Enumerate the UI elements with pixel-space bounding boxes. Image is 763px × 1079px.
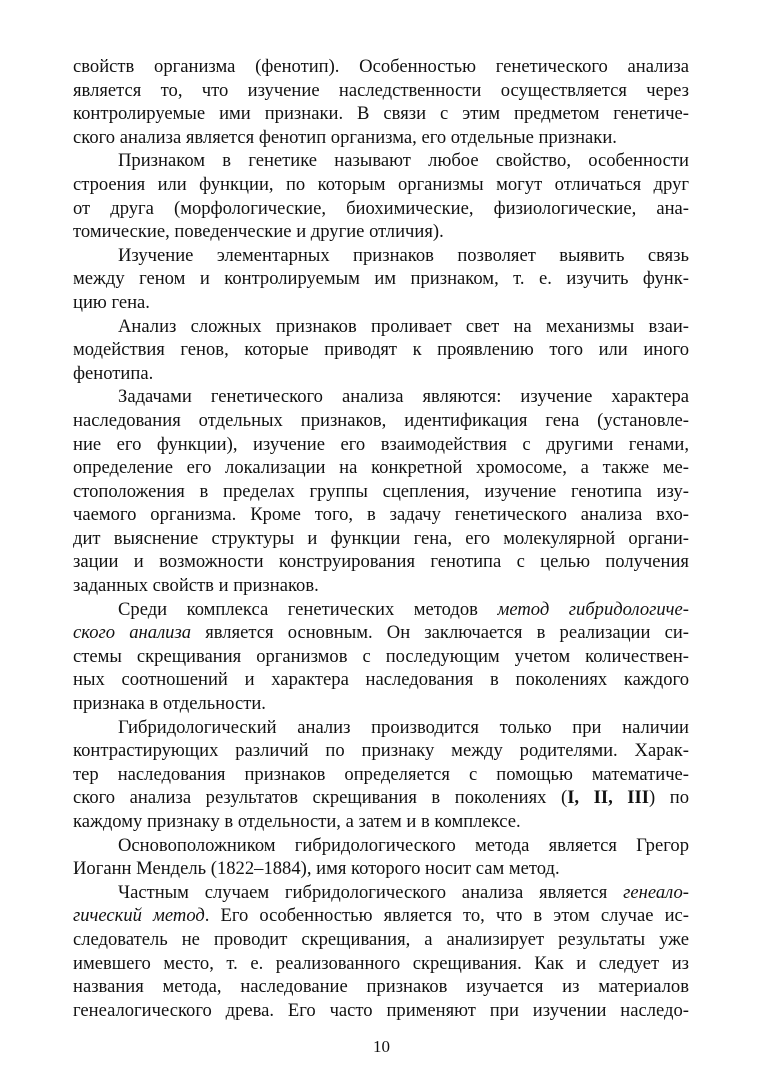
text-line: модействия генов, которые приводят к проявлению того или иного [73, 339, 689, 361]
text-line [73, 904, 689, 928]
text-line: Признаком в генетике называют любое свойство, особенности [118, 150, 689, 172]
text-line: томические, поведенческие и другие отличия). [73, 221, 444, 243]
text-run: генеалогического древа. Его часто применяют при изучении наследо- [73, 999, 689, 1021]
text-line [73, 598, 689, 622]
text-run: . Его особенностью является то, что в этом случае ис- [204, 905, 689, 927]
text-run: стемы скрещивания организмов с последующим учетом количествен- [73, 645, 689, 667]
text-line: дит выяснение структуры и функции гена, его молекулярной органи- [73, 527, 689, 549]
text-line [73, 668, 689, 692]
paragraph [73, 716, 689, 834]
text-line: наследования отдельных признаков, идентификация гена (установле- [73, 409, 689, 431]
page-text [73, 55, 689, 1022]
text-line: определение его локализации на конкретной хромосоме, а также ме- [73, 457, 689, 479]
text-line: Изучение элементарных признаков позволяет выявить связь [118, 244, 689, 266]
text-line [73, 739, 689, 763]
text-run: имевшего место, т. е. реализованного скрещивания. Как и следует из [73, 952, 689, 974]
text-line: стоположения в пределах группы сцепления, изучение генотипа изу- [73, 480, 689, 502]
text-line [73, 999, 689, 1023]
text-line [73, 621, 689, 645]
text-run: ных соотношений и характера наследования в поколениях каждого [73, 669, 689, 691]
page-number: 10 [373, 1037, 390, 1056]
text-line: является то, что изучение наследственности осуществляется через [73, 79, 689, 101]
term-italic: генеало- [623, 881, 689, 903]
text-line: заданных свойств и признаков. [73, 575, 319, 597]
text-line: строения или функции, по которым организмы могут отличаться друг [73, 173, 689, 195]
text-line: ние его функции), изучение его взаимодействия с другими генами, [73, 433, 689, 455]
text-line: Анализ сложных признаков проливает свет на механизмы взаи- [118, 315, 689, 337]
text-run: контрастирующих различий по признаку между родителями. Харак- [73, 740, 689, 762]
text-line [73, 716, 689, 740]
text-line [73, 645, 689, 669]
paragraph [73, 834, 689, 881]
text-line: фенотипа. [73, 362, 154, 384]
generation-numerals: I, II, III [567, 787, 650, 809]
paragraph [73, 55, 689, 149]
text-line: Основоположником гибридологического метода является Грегор [118, 834, 689, 856]
text-line [73, 692, 689, 716]
text-run: является основным. Он заключается в реализации си- [191, 622, 689, 644]
text-line [73, 928, 689, 952]
paragraph [73, 385, 689, 597]
text-line [73, 975, 689, 999]
text-run: тер наследования признаков определяется с помощью математиче- [73, 763, 689, 785]
paragraph [73, 881, 689, 1023]
text-line: Иоганн Мендель (1822–1884), имя которого носит сам метод. [73, 858, 560, 880]
text-run: Среди комплекса генетических методов [118, 598, 498, 620]
text-line: чаемого организма. Кроме того, в задачу генетического анализа вхо- [73, 504, 689, 526]
term-italic: метод гибридологиче- [497, 598, 689, 620]
text-run: ского анализа результатов скрещивания в поколениях ( [73, 787, 568, 809]
text-line [73, 881, 689, 905]
text-line: от друга (морфологические, биохимические, физиологические, ана- [73, 197, 689, 219]
text-run: каждому признаку в отдельности, а затем и в комплексе. [73, 811, 521, 832]
text-run: ) по [649, 787, 690, 809]
text-line [73, 763, 689, 787]
text-line [73, 786, 689, 810]
text-run: Гибридологический анализ производится только при наличии [118, 716, 689, 738]
paragraph [73, 598, 689, 716]
paragraph [73, 244, 689, 315]
text-run: названия метода, наследование признаков изучается из материалов [73, 976, 689, 998]
text-line: ского анализа является фенотип организма, его отдельные признаки. [73, 126, 617, 148]
text-run: следователь не проводит скрещивания, а анализирует результаты уже [73, 928, 689, 950]
term-italic: ского анализа [73, 622, 192, 644]
paragraph [73, 315, 689, 386]
text-line: цию гена. [73, 291, 150, 313]
text-line: свойств организма (фенотип). Особенностью генетического анализа [73, 56, 689, 77]
text-line: Задачами генетического анализа являются: изучение характера [118, 386, 689, 408]
text-line [73, 952, 689, 976]
text-run: признака в отдельности. [73, 693, 266, 715]
text-line: между геном и контролируемым им признаком, т. е. изучить функ- [73, 268, 689, 290]
text-line: зации и возможности конструирования генотипа с целью получения [73, 551, 689, 573]
paragraph [73, 149, 689, 243]
text-run: Частным случаем гибридологического анализа является [118, 881, 624, 903]
text-line: контролируемые ими признаки. В связи с этим предметом генетиче- [73, 103, 689, 125]
term-italic: гический метод [73, 905, 205, 927]
text-line [73, 810, 689, 834]
